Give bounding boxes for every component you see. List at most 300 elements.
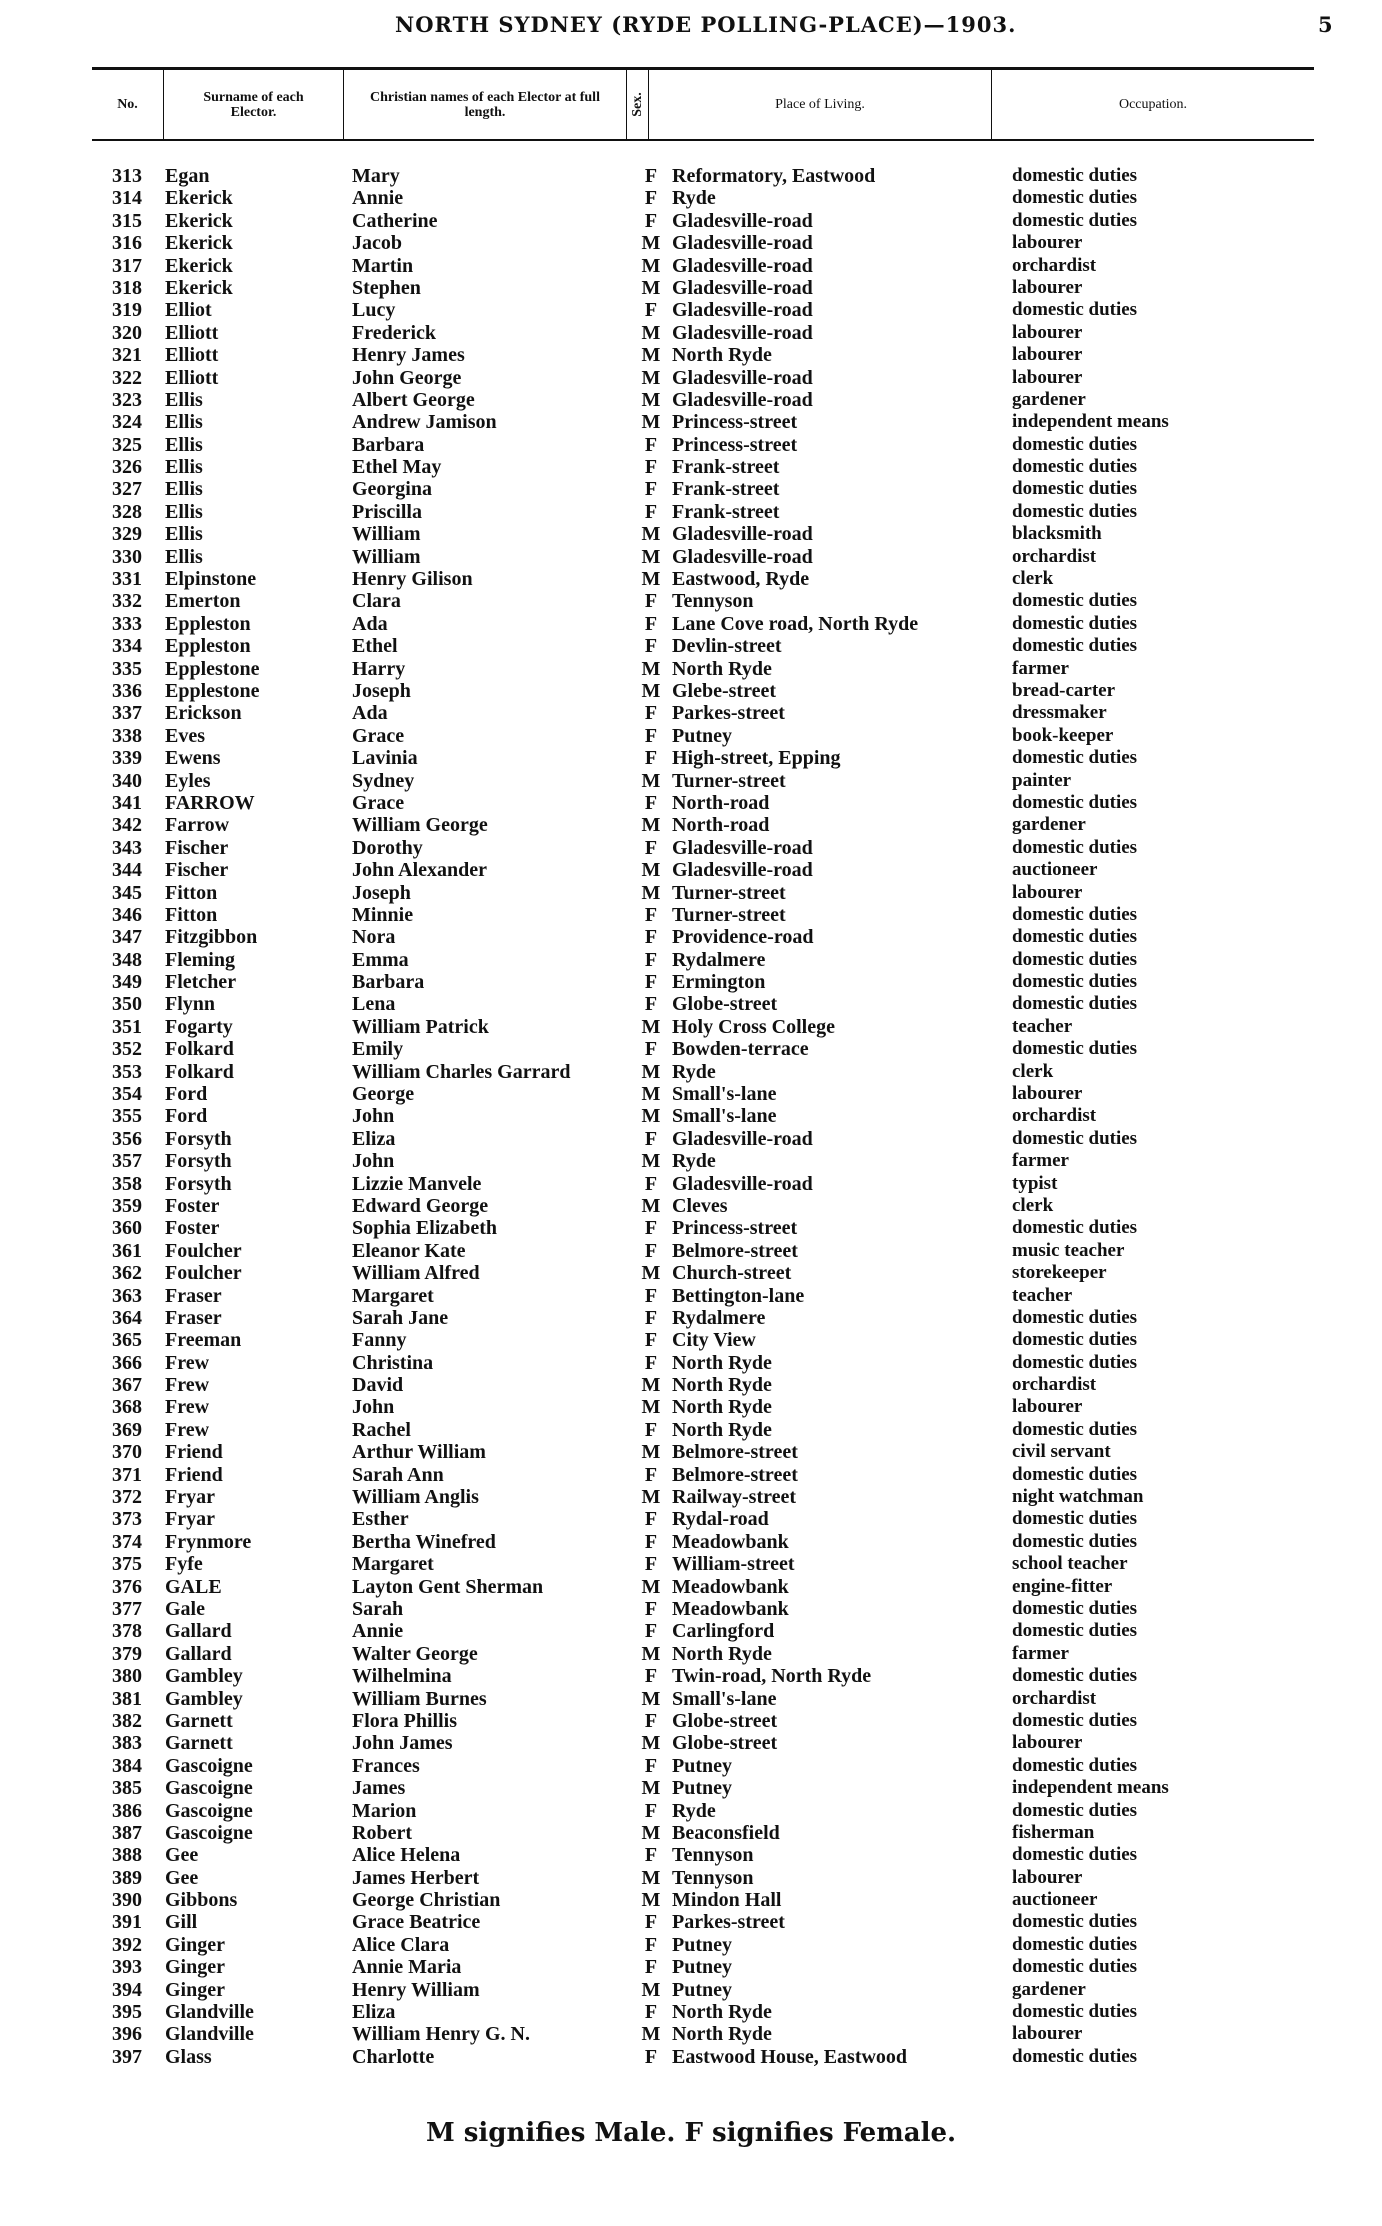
elector-surname: FARROW — [165, 791, 255, 814]
elector-surname: Ekerick — [165, 276, 233, 299]
elector-place-of-living: Princess-street — [672, 1217, 798, 1240]
elector-christian-names: William George — [352, 814, 488, 837]
elector-row — [0, 747, 1382, 769]
column-header-occupation: Occupation. — [1118, 97, 1188, 112]
elector-surname: Fryar — [165, 1486, 215, 1509]
elector-number: 340 — [112, 769, 142, 792]
elector-row — [0, 277, 1382, 299]
elector-occupation: teacher — [1012, 1284, 1073, 1306]
elector-surname: Garnett — [165, 1732, 233, 1755]
elector-row — [0, 456, 1382, 478]
elector-sex: M — [641, 1642, 661, 1665]
elector-number: 384 — [112, 1754, 142, 1777]
elector-christian-names: Edward George — [352, 1194, 489, 1217]
elector-occupation: labourer — [1012, 321, 1083, 343]
elector-place-of-living: North Ryde — [672, 344, 772, 367]
elector-row — [0, 1889, 1382, 1911]
elector-occupation: domestic duties — [1012, 1956, 1138, 1978]
elector-place-of-living: Devlin-street — [672, 635, 782, 658]
elector-occupation: domestic duties — [1012, 1665, 1138, 1687]
elector-place-of-living: City View — [672, 1329, 756, 1352]
elector-number: 318 — [112, 276, 142, 299]
elector-number: 337 — [112, 702, 142, 725]
elector-surname: Elliott — [165, 366, 219, 389]
elector-number: 358 — [112, 1172, 142, 1195]
elector-number: 346 — [112, 903, 142, 926]
elector-place-of-living: Putney — [672, 1978, 732, 2001]
elector-occupation: domestic duties — [1012, 1038, 1138, 1060]
elector-sex: F — [644, 1329, 658, 1352]
elector-surname: Glandville — [165, 2001, 254, 2024]
elector-sex: M — [641, 321, 661, 344]
elector-place-of-living: Gladesville-road — [672, 388, 813, 411]
elector-surname: Frew — [165, 1351, 210, 1374]
elector-surname: Garnett — [165, 1709, 233, 1732]
elector-place-of-living: Gladesville-road — [672, 1172, 813, 1195]
elector-number: 354 — [112, 1083, 142, 1106]
elector-row — [0, 1464, 1382, 1486]
column-header-number: No. — [92, 70, 164, 139]
elector-sex: M — [641, 1374, 661, 1397]
elector-occupation: domestic duties — [1012, 299, 1138, 321]
elector-number: 385 — [112, 1777, 142, 1800]
elector-sex: F — [644, 1508, 658, 1531]
elector-row — [0, 1576, 1382, 1598]
elector-place-of-living: Frank-street — [672, 500, 780, 523]
elector-sex: M — [641, 1866, 661, 1889]
elector-sex: F — [644, 1463, 658, 1486]
elector-christian-names: Henry William — [352, 1978, 480, 2001]
elector-sex: F — [644, 433, 658, 456]
elector-occupation: school teacher — [1012, 1553, 1128, 1575]
elector-row — [0, 1038, 1382, 1060]
elector-sex: M — [641, 1083, 661, 1106]
elector-sex: F — [644, 1709, 658, 1732]
elector-number: 320 — [112, 321, 142, 344]
elector-number: 392 — [112, 1933, 142, 1956]
elector-number: 360 — [112, 1217, 142, 1240]
elector-occupation: teacher — [1012, 1015, 1073, 1037]
elector-occupation: labourer — [1012, 881, 1083, 903]
elector-row — [0, 1150, 1382, 1172]
elector-place-of-living: Princess-street — [672, 411, 798, 434]
elector-christian-names: Frances — [352, 1754, 420, 1777]
elector-christian-names: John James — [352, 1732, 453, 1755]
elector-sex: F — [644, 1799, 658, 1822]
elector-occupation: farmer — [1012, 1150, 1069, 1172]
elector-row — [0, 255, 1382, 277]
elector-christian-names: Sarah Jane — [352, 1306, 449, 1329]
elector-row — [0, 232, 1382, 254]
elector-occupation: domestic duties — [1012, 1709, 1138, 1731]
elector-sex: F — [644, 1351, 658, 1374]
elector-surname: Ellis — [165, 500, 203, 523]
elector-place-of-living: Meadowbank — [672, 1575, 789, 1598]
elector-number: 389 — [112, 1866, 142, 1889]
elector-surname: Flynn — [165, 993, 216, 1016]
elector-row — [0, 478, 1382, 500]
elector-surname: Ginger — [165, 1956, 225, 1979]
elector-sex: F — [644, 1172, 658, 1195]
elector-sex: F — [644, 903, 658, 926]
elector-occupation: orchardist — [1012, 1105, 1097, 1127]
elector-row — [0, 1217, 1382, 1239]
elector-surname: Eppleston — [165, 635, 251, 658]
elector-place-of-living: Princess-street — [672, 433, 798, 456]
elector-occupation: domestic duties — [1012, 1598, 1138, 1619]
elector-row — [0, 1329, 1382, 1351]
elector-christian-names: William Patrick — [352, 1015, 489, 1038]
elector-christian-names: Annie Maria — [352, 1956, 462, 1979]
elector-number: 382 — [112, 1709, 142, 1732]
elector-number: 361 — [112, 1239, 142, 1262]
elector-row — [0, 1800, 1382, 1822]
elector-surname: Ekerick — [165, 187, 233, 210]
elector-sex: F — [644, 2001, 658, 2024]
elector-occupation: domestic duties — [1012, 971, 1138, 993]
elector-occupation: typist — [1012, 1172, 1058, 1194]
elector-surname: Ford — [165, 1083, 208, 1106]
elector-occupation: domestic duties — [1012, 1418, 1138, 1440]
elector-number: 386 — [112, 1799, 142, 1822]
elector-surname: Fleming — [165, 948, 235, 971]
elector-christian-names: Georgina — [352, 478, 432, 501]
elector-surname: Eves — [165, 724, 205, 747]
elector-occupation: orchardist — [1012, 254, 1097, 276]
elector-row — [0, 1419, 1382, 1441]
elector-row — [0, 702, 1382, 724]
elector-surname: Ellis — [165, 456, 203, 479]
elector-surname: Fraser — [165, 1284, 222, 1307]
elector-surname: Ewens — [165, 747, 221, 770]
elector-occupation: domestic duties — [1012, 456, 1138, 478]
elector-place-of-living: Gladesville-road — [672, 321, 813, 344]
elector-sex: M — [641, 1105, 661, 1128]
elector-christian-names: James Herbert — [352, 1866, 480, 1889]
elector-row — [0, 949, 1382, 971]
elector-row — [0, 658, 1382, 680]
elector-place-of-living: Twin-road, North Ryde — [672, 1665, 872, 1688]
elector-row — [0, 1732, 1382, 1754]
elector-place-of-living: Globe-street — [672, 1709, 778, 1732]
elector-sex: M — [641, 388, 661, 411]
elector-sex: F — [644, 971, 658, 994]
elector-occupation: orchardist — [1012, 545, 1097, 567]
elector-place-of-living: Gladesville-road — [672, 366, 813, 389]
elector-sex: F — [644, 2045, 658, 2068]
elector-sex: M — [641, 859, 661, 882]
elector-surname: Frew — [165, 1374, 210, 1397]
elector-sex: F — [644, 724, 658, 747]
elector-surname: Fraser — [165, 1306, 222, 1329]
elector-place-of-living: North Ryde — [672, 2023, 772, 2046]
elector-sex: M — [641, 769, 661, 792]
elector-occupation: domestic duties — [1012, 1933, 1138, 1955]
elector-number: 393 — [112, 1956, 142, 1979]
elector-christian-names: Grace Beatrice — [352, 1911, 481, 1934]
elector-surname: Eyles — [165, 769, 211, 792]
elector-place-of-living: North-road — [672, 814, 770, 837]
elector-row — [0, 1777, 1382, 1799]
elector-surname: Gascoigne — [165, 1777, 253, 1800]
elector-occupation: domestic duties — [1012, 903, 1138, 925]
elector-christian-names: George Christian — [352, 1889, 501, 1912]
elector-sex: F — [644, 1306, 658, 1329]
elector-place-of-living: Belmore-street — [672, 1463, 798, 1486]
elector-surname: GALE — [165, 1575, 222, 1598]
elector-sex: M — [641, 1687, 661, 1710]
elector-number: 355 — [112, 1105, 142, 1128]
elector-number: 391 — [112, 1911, 142, 1934]
elector-row — [0, 1396, 1382, 1418]
elector-sex: M — [641, 1889, 661, 1912]
elector-place-of-living: Parkes-street — [672, 702, 785, 725]
elector-christian-names: William Burnes — [352, 1687, 487, 1710]
elector-number: 390 — [112, 1889, 142, 1912]
elector-row — [0, 1598, 1382, 1620]
elector-sex: F — [644, 1553, 658, 1576]
elector-number: 381 — [112, 1687, 142, 1710]
elector-sex: F — [644, 1038, 658, 1061]
elector-surname: Elpinstone — [165, 568, 257, 591]
elector-christian-names: Priscilla — [352, 500, 422, 523]
elector-sex: M — [641, 276, 661, 299]
elector-number: 396 — [112, 2023, 142, 2046]
elector-row — [0, 1688, 1382, 1710]
elector-occupation: farmer — [1012, 657, 1069, 679]
elector-occupation: domestic duties — [1012, 747, 1138, 769]
elector-row — [0, 1620, 1382, 1642]
elector-row — [0, 1128, 1382, 1150]
elector-number: 323 — [112, 388, 142, 411]
elector-surname: Elliott — [165, 344, 219, 367]
elector-surname: Fitton — [165, 903, 218, 926]
elector-place-of-living: Gladesville-road — [672, 232, 813, 255]
elector-christian-names: Annie — [352, 1620, 404, 1643]
elector-sex: M — [641, 1015, 661, 1038]
elector-place-of-living: Frank-street — [672, 478, 780, 501]
elector-surname: Fogarty — [165, 1015, 233, 1038]
elector-surname: Frynmore — [165, 1530, 252, 1553]
elector-christian-names: Eliza — [352, 1127, 396, 1150]
elector-row — [0, 1441, 1382, 1463]
elector-number: 322 — [112, 366, 142, 389]
elector-christian-names: Joseph — [352, 679, 411, 702]
elector-christian-names: Margaret — [352, 1284, 434, 1307]
elector-surname: Folkard — [165, 1060, 234, 1083]
elector-place-of-living: Bettington-lane — [672, 1284, 805, 1307]
elector-christian-names: Sydney — [352, 769, 415, 792]
elector-place-of-living: Providence-road — [672, 926, 814, 949]
elector-occupation: labourer — [1012, 1083, 1083, 1105]
elector-sex: F — [644, 165, 658, 187]
elector-surname: Frew — [165, 1418, 210, 1441]
elector-number: 333 — [112, 612, 142, 635]
elector-christian-names: Stephen — [352, 276, 421, 299]
elector-christian-names: William — [352, 545, 421, 568]
column-header-christian-names: Christian names of each Elector at full length. — [344, 70, 627, 139]
elector-surname: Ellis — [165, 433, 203, 456]
elector-occupation: domestic duties — [1012, 1799, 1138, 1821]
elector-christian-names: Mary — [352, 165, 400, 187]
elector-surname: Gee — [165, 1866, 199, 1889]
elector-occupation: labourer — [1012, 232, 1083, 254]
elector-row — [0, 568, 1382, 590]
elector-christian-names: Catherine — [352, 209, 438, 232]
elector-number: 347 — [112, 926, 142, 949]
elector-surname: Ellis — [165, 545, 203, 568]
elector-christian-names: Esther — [352, 1508, 409, 1531]
column-header-surname: Surname of each Elector. — [164, 70, 344, 139]
elector-place-of-living: Globe-street — [672, 993, 778, 1016]
elector-place-of-living: Eastwood, Ryde — [672, 568, 810, 591]
elector-occupation: domestic duties — [1012, 948, 1138, 970]
elector-row — [0, 1240, 1382, 1262]
elector-surname: Folkard — [165, 1038, 234, 1061]
elector-occupation: domestic duties — [1012, 635, 1138, 657]
elector-place-of-living: North Ryde — [672, 657, 772, 680]
elector-sex: F — [644, 299, 658, 322]
elector-number: 394 — [112, 1978, 142, 2001]
elector-row — [0, 210, 1382, 232]
elector-place-of-living: Ryde — [672, 187, 716, 210]
elector-place-of-living: Cleves — [672, 1194, 728, 1217]
elector-christian-names: William Alfred — [352, 1262, 480, 1285]
elector-christian-names: Emily — [352, 1038, 404, 1061]
elector-number: 334 — [112, 635, 142, 658]
elector-christian-names: Barbara — [352, 433, 425, 456]
elector-surname: Ford — [165, 1105, 208, 1128]
elector-christian-names: Grace — [352, 724, 405, 747]
elector-surname: Epplestone — [165, 657, 260, 680]
elector-occupation: domestic duties — [1012, 1911, 1138, 1933]
elector-sex: F — [644, 1598, 658, 1620]
elector-place-of-living: Lane Cove road, North Ryde — [672, 612, 919, 635]
elector-occupation: domestic duties — [1012, 433, 1138, 455]
elector-surname: Farrow — [165, 814, 230, 837]
elector-row — [0, 1285, 1382, 1307]
elector-number: 379 — [112, 1642, 142, 1665]
elector-row — [0, 523, 1382, 545]
elector-surname: Foster — [165, 1217, 220, 1240]
page-header — [0, 10, 1382, 44]
elector-christian-names: Sarah Ann — [352, 1463, 444, 1486]
column-header-place-of-living: Place of Living. — [649, 70, 992, 139]
elector-place-of-living: North Ryde — [672, 1351, 772, 1374]
elector-surname: Gibbons — [165, 1889, 238, 1912]
elector-sex: M — [641, 568, 661, 591]
elector-sex: F — [644, 500, 658, 523]
elector-christian-names: Lavinia — [352, 747, 418, 770]
elector-christian-names: Martin — [352, 254, 414, 277]
elector-christian-names: Ethel May — [352, 456, 442, 479]
elector-number: 397 — [112, 2045, 142, 2068]
elector-christian-names: Robert — [352, 1821, 412, 1844]
elector-surname: Glandville — [165, 2023, 254, 2046]
elector-number: 345 — [112, 881, 142, 904]
elector-sex: M — [641, 1732, 661, 1755]
elector-occupation: domestic duties — [1012, 209, 1138, 231]
elector-surname: Ginger — [165, 1978, 225, 2001]
elector-occupation: domestic duties — [1012, 590, 1138, 612]
elector-occupation: labourer — [1012, 1732, 1083, 1754]
elector-occupation: farmer — [1012, 1642, 1069, 1664]
elector-sex: F — [644, 612, 658, 635]
elector-christian-names: Eleanor Kate — [352, 1239, 466, 1262]
elector-christian-names: Ethel — [352, 635, 398, 658]
elector-occupation: domestic duties — [1012, 1508, 1138, 1530]
elector-place-of-living: Turner-street — [672, 769, 786, 792]
elector-place-of-living: North Ryde — [672, 2001, 772, 2024]
elector-christian-names: Joseph — [352, 881, 411, 904]
elector-surname: Ekerick — [165, 209, 233, 232]
elector-occupation: gardener — [1012, 814, 1086, 836]
elector-place-of-living: North Ryde — [672, 1396, 772, 1419]
elector-number: 363 — [112, 1284, 142, 1307]
elector-number: 372 — [112, 1486, 142, 1509]
elector-surname: Foulcher — [165, 1262, 242, 1285]
elector-row — [0, 926, 1382, 948]
elector-number: 352 — [112, 1038, 142, 1061]
elector-number: 351 — [112, 1015, 142, 1038]
table-header — [92, 67, 1314, 141]
elector-christian-names: Jacob — [352, 232, 402, 255]
elector-surname: Ellis — [165, 478, 203, 501]
elector-surname: Frew — [165, 1396, 210, 1419]
elector-row — [0, 1531, 1382, 1553]
elector-row — [0, 187, 1382, 209]
elector-number: 371 — [112, 1463, 142, 1486]
elector-place-of-living: Ryde — [672, 1150, 716, 1173]
elector-row — [0, 1934, 1382, 1956]
elector-occupation: storekeeper — [1012, 1262, 1107, 1284]
elector-sex: F — [644, 456, 658, 479]
elector-row — [0, 1508, 1382, 1530]
elector-sex: F — [644, 478, 658, 501]
elector-number: 388 — [112, 1844, 142, 1867]
column-header-sex-label: Sex. — [630, 92, 645, 117]
elector-occupation: labourer — [1012, 366, 1083, 388]
elector-place-of-living: Gladesville-road — [672, 299, 813, 322]
elector-surname: Fitton — [165, 881, 218, 904]
elector-sex: F — [644, 1933, 658, 1956]
elector-surname: Fletcher — [165, 971, 237, 994]
elector-christian-names: Wilhelmina — [352, 1665, 452, 1688]
elector-place-of-living: Mindon Hall — [672, 1889, 782, 1912]
elector-number: 356 — [112, 1127, 142, 1150]
elector-row — [0, 1061, 1382, 1083]
elector-sex: M — [641, 2023, 661, 2046]
elector-occupation: labourer — [1012, 1396, 1083, 1418]
elector-number: 353 — [112, 1060, 142, 1083]
elector-place-of-living: Turner-street — [672, 903, 786, 926]
elector-christian-names: John — [352, 1396, 395, 1419]
elector-sex: F — [644, 948, 658, 971]
elector-sex: M — [641, 881, 661, 904]
elector-number: 332 — [112, 590, 142, 613]
elector-sex: F — [644, 590, 658, 613]
elector-occupation: clerk — [1012, 1194, 1054, 1216]
elector-place-of-living: North Ryde — [672, 1418, 772, 1441]
elector-number: 326 — [112, 456, 142, 479]
elector-place-of-living: Beaconsfield — [672, 1821, 780, 1844]
elector-christian-names: Emma — [352, 948, 409, 971]
elector-row — [0, 613, 1382, 635]
elector-number: 367 — [112, 1374, 142, 1397]
elector-place-of-living: Tennyson — [672, 1866, 754, 1889]
elector-sex: F — [644, 1620, 658, 1643]
elector-sex: M — [641, 679, 661, 702]
